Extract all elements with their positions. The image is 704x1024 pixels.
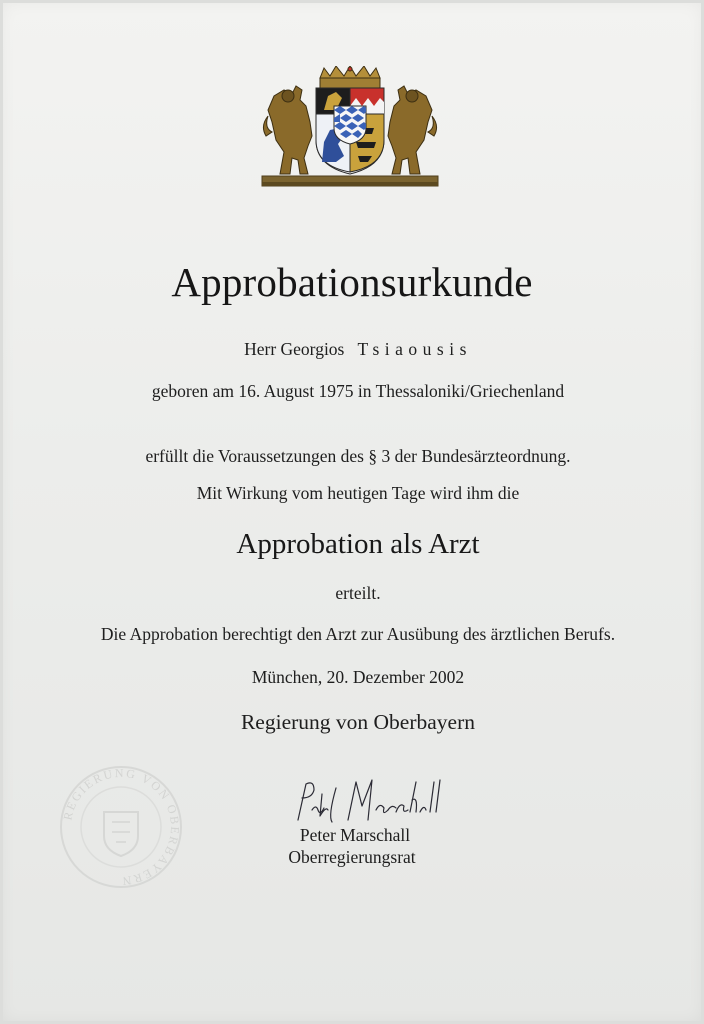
signer-name: Peter Marschall [299,825,411,845]
granted-line: erteilt. [335,583,381,603]
degree-title: Approbation als Arzt [236,528,480,560]
recipient-given-name: Herr Georgios [244,339,345,359]
recipient-surname: Tsiaousis [357,339,472,359]
birth-line: geboren am 16. August 1975 in Thessaloniki/Griechenland [151,381,565,401]
handwritten-signature [292,776,442,830]
issuing-authority: Regierung von Oberbayern [240,710,476,734]
effect-line: Mit Wirkung vom heutigen Tage wird ihm die [196,483,520,503]
certificate-title: Approbationsurkunde [171,259,533,305]
place-date: München, 20. Dezember 2002 [251,667,465,687]
entitlement-line: Die Approbation berechtigt den Arzt zur Ausübung des ärztlichen Berufs. [100,624,616,644]
bavarian-coat-of-arms-icon [258,66,442,190]
requirements-line: erfüllt die Voraussetzungen des § 3 der Bundesärzteordnung. [145,446,571,466]
signer-title: Oberregierungsrat [288,847,416,867]
svg-text:REGIERUNG VON OBERBAYERN: REGIERUNG VON OBERBAYERN [60,765,183,889]
recipient-name [6,339,704,360]
